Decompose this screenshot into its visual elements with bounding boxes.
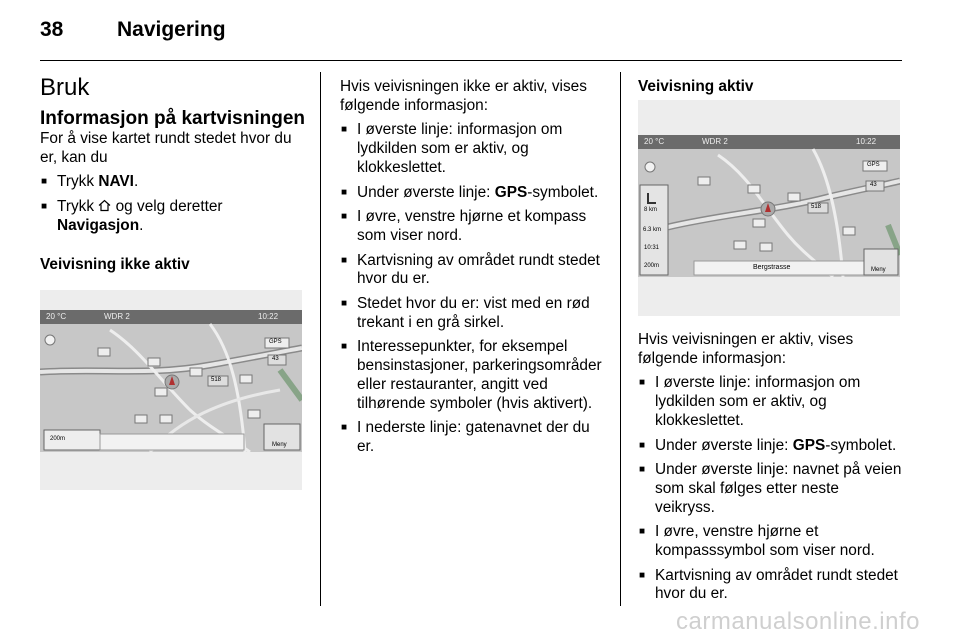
street-name: Bergstrasse <box>753 264 791 271</box>
page-number: 38 <box>40 18 64 41</box>
column-1 <box>40 74 308 274</box>
map-drawing <box>40 310 302 452</box>
list-item: ■ I øverste linje: informasjon om lydkilden som er aktiv, og klokkeslettet. <box>638 374 902 430</box>
bullet-list <box>40 173 308 235</box>
map-scale: 200m <box>50 436 66 442</box>
list-item: ■ Under øverste linje: navnet på veien som skal følges etter neste veikryss. <box>638 461 902 517</box>
arrival-time: 10:31 <box>644 245 660 251</box>
map-scale: 200m <box>644 263 660 269</box>
section-heading: Bruk <box>40 74 90 101</box>
navi-label: NAVI <box>98 173 134 191</box>
list-item: ■ Under øverste linje: GPS-symbolet. <box>340 184 605 203</box>
list-item: ■ I øvre, venstre hjørne et kompass som viser nord. <box>340 208 605 245</box>
road-number-518: 518 <box>811 204 822 210</box>
watermark: carmanualsonline.info <box>676 608 920 635</box>
bullet-list <box>340 121 605 456</box>
gps-bold: GPS <box>494 183 528 201</box>
subsection-heading: Informasjon på kartvisningen <box>40 108 305 129</box>
menu-button[interactable]: Meny <box>272 442 287 448</box>
column-divider-1 <box>320 72 321 606</box>
remaining-distance: 6.3 km <box>643 227 662 233</box>
map-temperature: 20 °C <box>46 312 67 321</box>
list-item: ■ Kartvisning av området rundt stedet hvor du er. <box>340 252 605 289</box>
bullet-list <box>638 374 902 604</box>
header-rule <box>40 60 902 61</box>
map-screenshot-guidance <box>638 135 900 277</box>
column-3-bottom <box>638 331 902 604</box>
column-divider-2 <box>620 72 621 606</box>
figure-caption: Veivisning ikke aktiv <box>40 255 190 273</box>
map-audio-source: WDR 2 <box>104 312 130 321</box>
list-item: ■ Trykk og velg deretter Navigasjon. <box>40 198 308 235</box>
list-item: ■ Trykk NAVI. <box>40 173 308 192</box>
gps-label: GPS <box>867 162 880 168</box>
list-item: ■ I øvre, venstre hjørne et kompasssymbol som viser nord. <box>638 523 902 560</box>
intro-text: For å vise kartet rundt stedet hvor du er, kan du <box>40 130 292 166</box>
list-item: ■ Stedet hvor du er: vist med en rød trekant i en grå sirkel. <box>340 295 605 332</box>
list-item: ■ Interessepunkter, for eksempel bensinstasjoner, parkeringsområder eller restauranter, angitt ved tilhørende symboler (hvis aktivert). <box>340 338 605 413</box>
list-item: ■ I nederste linje: gatenavnet der du er. <box>340 419 605 456</box>
list-item: ■ Under øverste linje: GPS-symbolet. <box>638 437 902 456</box>
home-icon <box>98 199 111 212</box>
menu-button[interactable]: Meny <box>871 267 886 273</box>
map-audio-source: WDR 2 <box>702 137 728 146</box>
page-title: Navigering <box>117 18 226 41</box>
road-number-43: 43 <box>870 182 877 188</box>
turn-distance: 8 km <box>644 207 658 213</box>
road-number-43: 43 <box>272 356 279 362</box>
list-item: ■ I øverste linje: informasjon om lydkilden som er aktiv, og klokkeslettet. <box>340 121 605 177</box>
map-drawing <box>638 135 900 277</box>
map-temperature: 20 °C <box>644 137 665 146</box>
map-clock: 10:22 <box>856 137 877 146</box>
map-clock: 10:22 <box>258 312 279 321</box>
intro-text: Hvis veivisningen er aktiv, vises følgende informasjon: <box>638 331 854 367</box>
figure-caption: Veivisning aktiv <box>638 78 754 95</box>
intro-text: Hvis veivisningen ikke er aktiv, vises følgende informasjon: <box>340 78 587 114</box>
map-screenshot-idle <box>40 310 302 452</box>
list-item: ■ Kartvisning av området rundt stedet hvor du er. <box>638 567 902 604</box>
column-3-top <box>638 78 902 97</box>
navigasjon-label: Navigasjon <box>57 216 140 234</box>
gps-bold: GPS <box>792 436 826 454</box>
gps-label: GPS <box>269 339 282 345</box>
column-2 <box>340 78 605 457</box>
page-header <box>40 18 900 48</box>
road-number-518: 518 <box>211 377 222 383</box>
